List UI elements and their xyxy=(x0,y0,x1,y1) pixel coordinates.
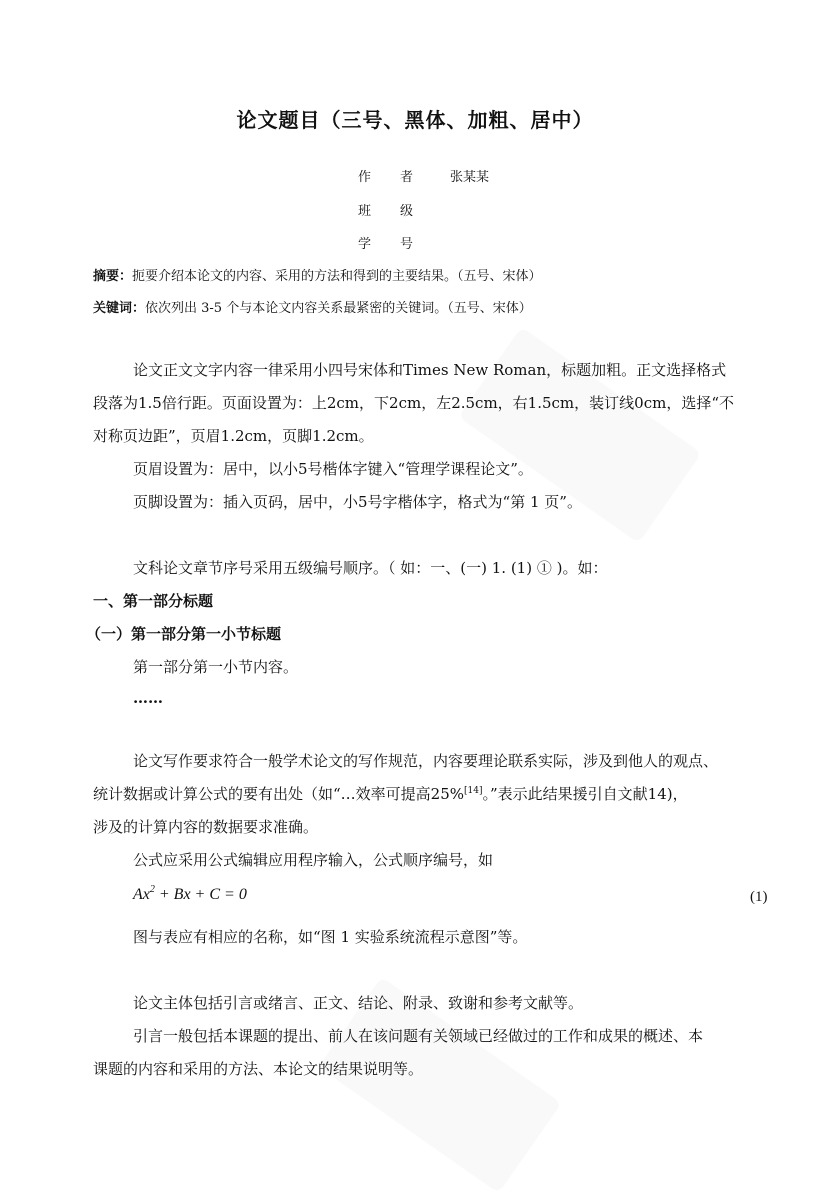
author-row xyxy=(358,166,489,185)
formula xyxy=(133,886,247,904)
class-label-a: 班 xyxy=(358,204,372,219)
citation-text-end: 。”表示此结果援引自文献14)， xyxy=(482,785,688,803)
paragraph-line: 涉及的计算内容的数据要求准确。 xyxy=(93,818,319,836)
student-id-row xyxy=(358,233,416,252)
paragraph-line: 段落为1.5倍行距。页面设置为：上2cm，下2cm，左2.5cm，右1.5cm，装订线0cm，选择“不 xyxy=(93,394,734,412)
abstract-label: 摘要： xyxy=(93,269,133,284)
formula-part: Ax xyxy=(133,886,150,903)
paragraph-line: 论文写作要求符合一般学术论文的写作规范，内容要理论联系实际，涉及到他人的观点、 xyxy=(133,752,719,770)
formula-exponent: 2 xyxy=(149,884,155,895)
abstract-text: 扼要介绍本论文的内容、采用的方法和得到的主要结果。（五号、宋体） xyxy=(132,269,542,284)
author-value: 张某某 xyxy=(450,170,490,185)
paragraph-writing-requirements xyxy=(93,745,773,844)
paragraph-footer-setting: 页脚设置为：插入页码，居中，小5号字楷体字，格式为“第 1 页”。 xyxy=(133,493,582,511)
paragraph-introduction xyxy=(93,1020,773,1086)
id-label-b: 号 xyxy=(400,237,414,252)
heading-level-1: 一、第一部分标题 xyxy=(93,592,214,610)
formula-part: + Bx + C = 0 xyxy=(154,886,247,903)
citation-text: 统计数据或计算公式的要有出处（如“…效率可提高25% xyxy=(93,785,465,803)
author-label-b: 者 xyxy=(400,170,414,185)
class-row xyxy=(358,200,416,219)
paragraph-header-setting: 页眉设置为：居中，以小5号楷体字键入“管理学课程论文”。 xyxy=(133,460,533,478)
keywords xyxy=(93,297,532,316)
abstract xyxy=(93,265,542,284)
paragraph-formula-intro: 公式应采用公式编辑应用程序输入，公式顺序编号，如 xyxy=(133,851,494,869)
paragraph-line: 论文正文文字内容一律采用小四号宋体和Times New Roman，标题加粗。正文选择格式 xyxy=(133,361,727,379)
class-label-b: 级 xyxy=(400,204,414,219)
author-label-a: 作 xyxy=(358,170,372,185)
keywords-text: 依次列出 3-5 个与本论文内容关系最紧密的关键词。（五号、宋体） xyxy=(145,301,532,316)
paragraph-line: 课题的内容和采用的方法、本论文的结果说明等。 xyxy=(93,1060,424,1078)
heading-level-2: （一）第一部分第一小节标题 xyxy=(86,625,282,643)
equation-number: (1) xyxy=(750,889,768,905)
paragraph-format xyxy=(93,354,773,453)
paragraph-figure-naming: 图与表应有相应的名称，如“图 1 实验系统流程示意图”等。 xyxy=(133,928,528,946)
section-content: 第一部分第一小节内容。 xyxy=(133,658,299,676)
ellipsis: …… xyxy=(133,689,163,707)
paragraph-line: 引言一般包括本课题的提出、前人在该问题有关领域已经做过的工作和成果的概述、本 xyxy=(133,1027,704,1045)
citation-ref: [14] xyxy=(464,786,483,796)
keywords-label: 关键词： xyxy=(93,301,146,316)
id-label-a: 学 xyxy=(358,237,372,252)
paragraph-structure: 论文主体包括引言或绪言、正文、结论、附录、致谢和参考文献等。 xyxy=(133,994,584,1012)
paragraph-line: 对称页边距”，页眉1.2cm，页脚1.2cm。 xyxy=(93,427,374,445)
paragraph-line xyxy=(93,778,773,811)
paragraph-numbering: 文科论文章节序号采用五级编号顺序。（ 如：一、(一) 1. (1) ① )。如： xyxy=(133,559,608,577)
page-title: 论文题目（三号、黑体、加粗、居中） xyxy=(236,108,594,132)
